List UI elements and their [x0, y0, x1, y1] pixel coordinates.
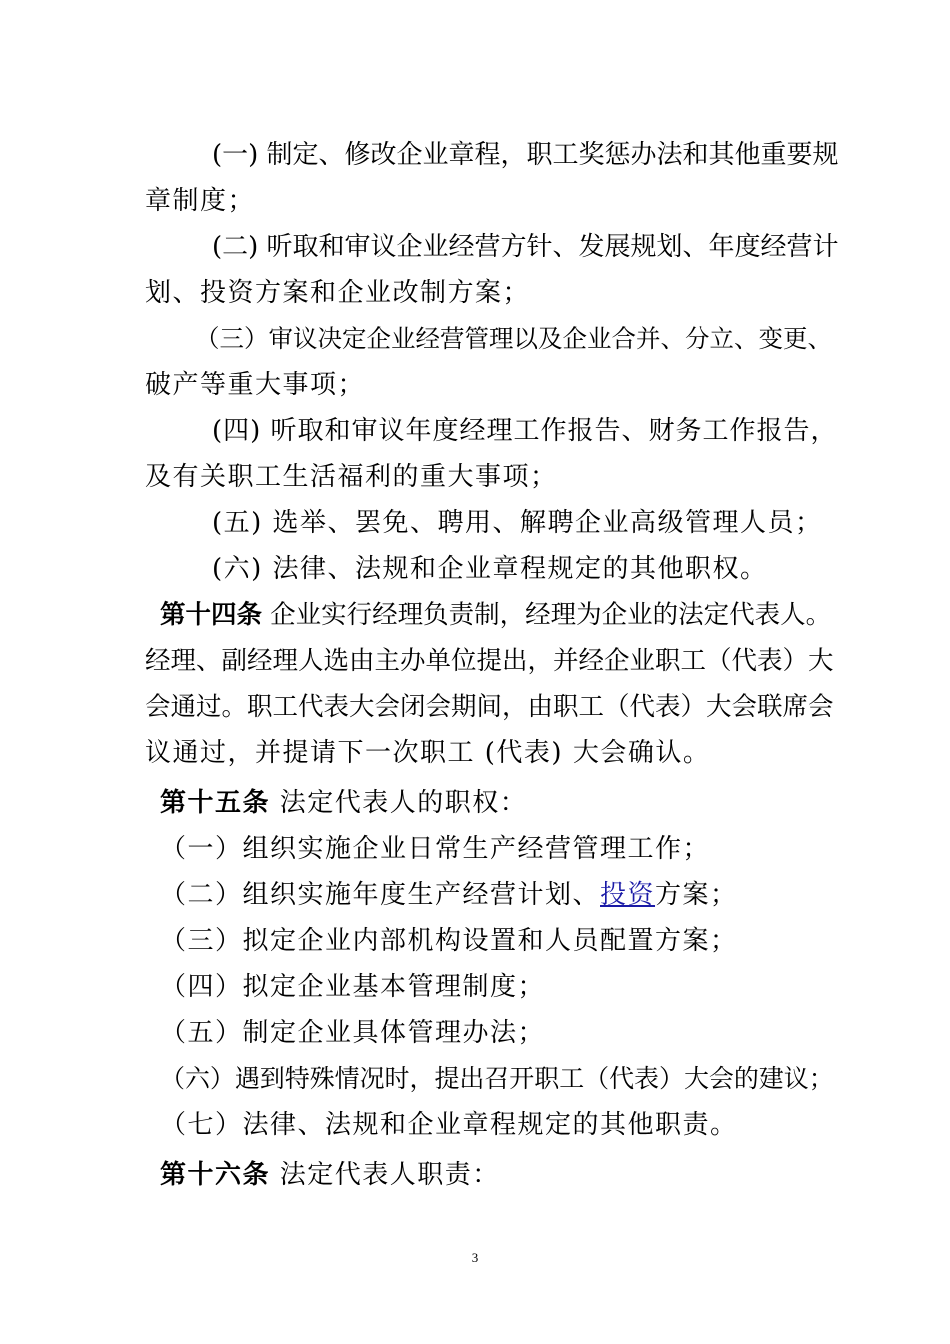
article-15-item-5: （五）制定企业具体管理办法；: [160, 1018, 546, 1048]
item-2-line-1: (二) 听取和审议企业经营方针、发展规划、年度经营计: [212, 232, 839, 262]
article-15-item-4: （四）拟定企业基本管理制度；: [160, 972, 546, 1002]
item-6: (六) 法律、法规和企业章程规定的其他职权。: [212, 554, 768, 584]
article-14-line-3: 会通过。职工代表大会闭会期间，由职工（代表）大会联席会: [145, 692, 834, 722]
article-16-text: 法定代表人职责：: [270, 1160, 500, 1190]
item-3-line-2: 破产等重大事项；: [145, 370, 366, 400]
article-15-heading: 第十五条: [160, 788, 271, 818]
investment-link[interactable]: 投资: [600, 880, 656, 910]
item-3-line-1: （三）审议决定企业经营管理以及企业合并、分立、变更、: [195, 324, 832, 353]
article-16-heading: 第十六条: [160, 1160, 271, 1190]
article-15-item-2-pre: （二）组织实施年度生产经营计划、: [160, 880, 601, 910]
article-15-item-1: （一）组织实施企业日常生产经营管理工作；: [160, 834, 711, 864]
article-16-line: [160, 1158, 500, 1192]
article-14-line-2: 经理、副经理人选由主办单位提出，并经企业职工（代表）大: [145, 646, 834, 676]
article-15-item-7: （七）法律、法规和企业章程规定的其他职责。: [160, 1110, 738, 1140]
article-14-heading: 第十四条: [160, 600, 263, 630]
article-15-item-6: （六）遇到特殊情况时，提出召开职工（代表）大会的建议；: [160, 1064, 834, 1093]
article-15-line: [160, 786, 527, 820]
page-number: 3: [471, 1250, 479, 1265]
item-4-line-2: 及有关职工生活福利的重大事项；: [145, 462, 558, 492]
article-15-text: 法定代表人的职权：: [270, 788, 528, 818]
article-15-item-2-post: 方案；: [655, 880, 738, 910]
item-4-line-1: (四) 听取和审议年度经理工作报告、财务工作报告，: [212, 416, 838, 446]
article-15-item-2: [160, 878, 738, 912]
article-15-item-3: （三）拟定企业内部机构设置和人员配置方案；: [160, 926, 738, 956]
item-5: (五) 选举、罢免、聘用、解聘企业高级管理人员；: [212, 508, 823, 538]
article-14-text: 企业实行经理负责制，经理为企业的法定代表人。: [262, 600, 832, 630]
article-14-line-1: [160, 598, 831, 632]
item-2-line-2: 划、投资方案和企业改制方案；: [145, 278, 531, 308]
item-1-line-1: (一) 制定、修改企业章程，职工奖惩办法和其他重要规: [212, 140, 839, 170]
item-1-line-2: 章制度；: [145, 186, 256, 216]
article-14-line-4: 议通过，并提请下一次职工 (代表) 大会确认。: [145, 738, 711, 768]
